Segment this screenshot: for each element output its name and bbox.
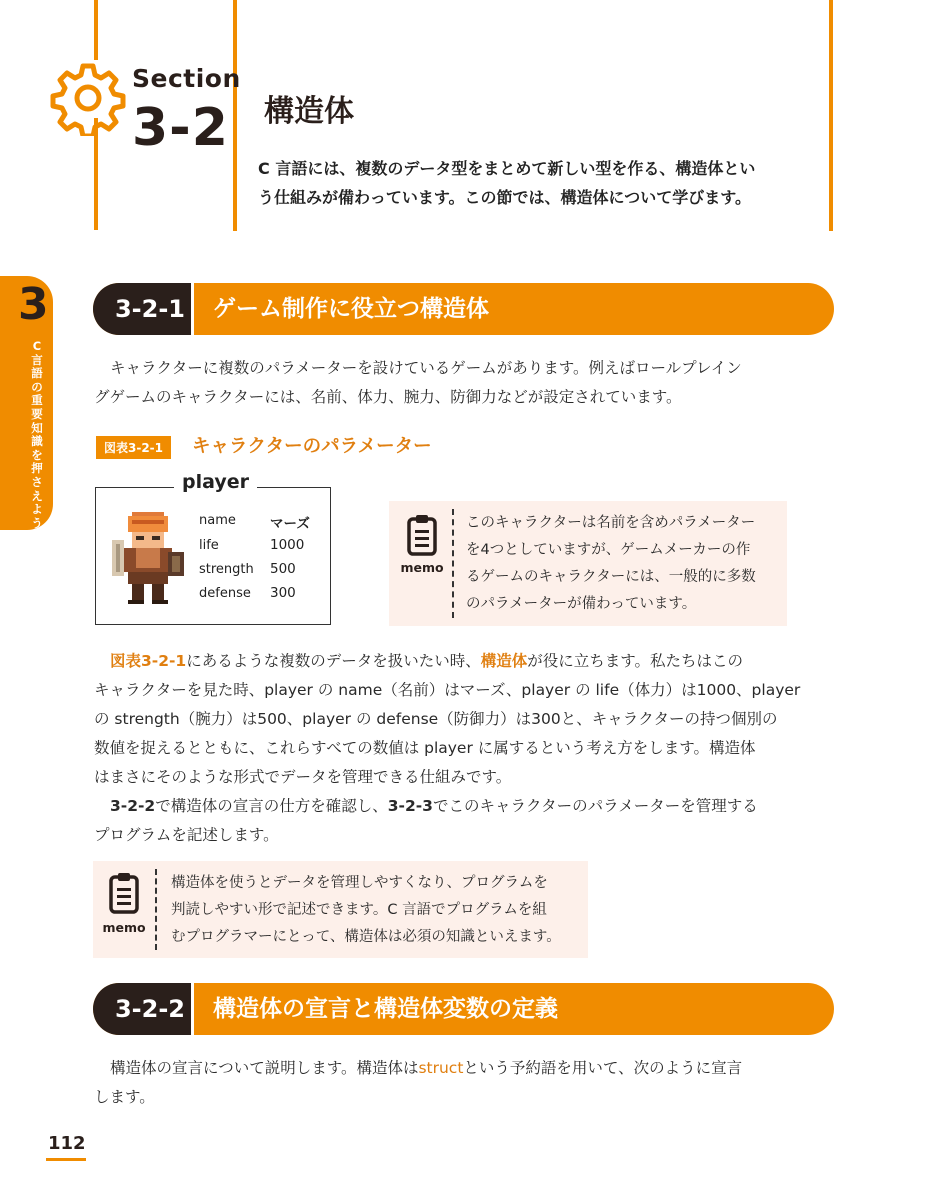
section-heading-3-2-2 bbox=[93, 983, 834, 1035]
text-span: で構造体の宣言の仕方を確認し、 bbox=[155, 797, 388, 815]
param-key: life bbox=[199, 538, 219, 553]
paragraph-2 bbox=[94, 647, 824, 792]
memo-line: 判読しやすい形で記述できます。C 言語でプログラムを組 bbox=[171, 902, 547, 918]
intro-line: う仕組みが備わっています。この節では、構造体について学びます。 bbox=[258, 188, 751, 207]
memo-line: るゲームのキャラクターには、一般的に多数 bbox=[466, 569, 756, 585]
param-key: strength bbox=[199, 562, 254, 577]
chapter-title-vertical: C言語の重要知識を押さえよう bbox=[31, 339, 43, 530]
section-word: Section bbox=[132, 64, 241, 93]
figure-title: キャラクターのパラメーター bbox=[192, 436, 432, 457]
memo-text bbox=[171, 870, 583, 951]
intro-text bbox=[258, 154, 806, 212]
section-number: 3-2 bbox=[132, 98, 229, 158]
paragraph-line: プログラムを記述します。 bbox=[94, 826, 279, 844]
param-value: マーズ bbox=[270, 516, 310, 532]
memo-divider bbox=[452, 509, 454, 618]
section-heading-number: 3-2-1 bbox=[93, 283, 191, 335]
text-span: 構造体の宣言について説明します。構造体は bbox=[110, 1059, 419, 1077]
heading-separator bbox=[191, 283, 194, 335]
param-key: defense bbox=[199, 586, 251, 601]
chapter-number: 3 bbox=[18, 279, 49, 330]
page-number-underline bbox=[46, 1158, 86, 1161]
section-heading-number: 3-2-2 bbox=[93, 983, 191, 1035]
paragraph-line: はまさにそのような形式でデータを管理できる仕組みです。 bbox=[94, 768, 512, 786]
paragraph-line: グゲームのキャラクターには、名前、体力、腕力、防御力などが設定されています。 bbox=[94, 388, 682, 406]
paragraph-line bbox=[94, 1054, 824, 1083]
heading-separator bbox=[191, 983, 194, 1035]
memo-label: memo bbox=[400, 560, 444, 575]
text-span: が役に立ちます。私たちはこの bbox=[527, 652, 744, 670]
clipboard-icon bbox=[406, 513, 438, 557]
memo-label: memo bbox=[102, 920, 146, 935]
paragraph-1 bbox=[94, 354, 814, 412]
memo-box bbox=[93, 861, 588, 958]
memo-line: を4つとしていますが、ゲームメーカーの作 bbox=[466, 542, 751, 558]
keyword-highlight: 構造体 bbox=[480, 652, 528, 670]
paragraph-line: キャラクターに複数のパラメーターを設けているゲームがあります。例えばロールプレイン bbox=[110, 359, 742, 377]
paragraph-line: します。 bbox=[94, 1088, 155, 1106]
text-span: という予約語を用いて、次のように宣言 bbox=[463, 1059, 743, 1077]
text-span: にあるような複数のデータを扱いたい時、 bbox=[186, 652, 481, 670]
frame-line-mid bbox=[233, 0, 237, 231]
paragraph-line bbox=[94, 647, 824, 676]
param-key: name bbox=[199, 513, 236, 528]
memo-box bbox=[389, 501, 787, 626]
intro-line: C 言語には、複数のデータ型をまとめて新しい型を作る、構造体とい bbox=[258, 159, 756, 178]
memo-line: 構造体を使うとデータを管理しやすくなり、プログラムを bbox=[171, 875, 548, 891]
page-number: 112 bbox=[48, 1133, 86, 1154]
character-sprite-image bbox=[108, 508, 188, 608]
frame-line-left bbox=[94, 0, 98, 60]
section-reference: 3-2-2 bbox=[110, 797, 156, 815]
paragraph-4 bbox=[94, 1054, 824, 1112]
memo-line: むプログラマーにとって、構造体は必須の知識といえます。 bbox=[171, 929, 561, 945]
paragraph-3 bbox=[94, 792, 824, 850]
figure-reference: 図表3-2-1 bbox=[110, 652, 187, 670]
keyword-highlight: struct bbox=[418, 1059, 464, 1077]
figure-tag: 図表3-2-1 bbox=[96, 436, 171, 459]
paragraph-line: の strength（腕力）は500、player の defense（防御力）は300と、キャラクターの持つ個別の bbox=[94, 710, 778, 728]
gear-icon bbox=[50, 60, 126, 136]
player-label: player bbox=[174, 471, 257, 493]
memo-divider bbox=[155, 869, 157, 950]
param-value: 500 bbox=[270, 561, 296, 577]
memo-text bbox=[466, 510, 782, 618]
paragraph-line: キャラクターを見た時、player の name（名前）はマーズ、player の life（体力）は1000、player bbox=[94, 681, 801, 699]
clipboard-icon bbox=[108, 871, 140, 915]
memo-line: のパラメーターが備わっています。 bbox=[466, 596, 697, 612]
paragraph-line: 数値を捉えるとともに、これらすべての数値は player に属するという考え方をします。構造体 bbox=[94, 739, 756, 757]
param-value: 1000 bbox=[270, 537, 305, 553]
memo-line: このキャラクターは名前を含めパラメーター bbox=[466, 515, 756, 531]
section-heading-title: ゲーム制作に役立つ構造体 bbox=[213, 296, 489, 322]
paragraph-line bbox=[94, 792, 824, 821]
section-reference: 3-2-3 bbox=[387, 797, 433, 815]
frame-line-right bbox=[829, 0, 833, 231]
param-value: 300 bbox=[270, 585, 296, 601]
section-heading-title: 構造体の宣言と構造体変数の定義 bbox=[213, 996, 558, 1022]
section-heading-3-2-1 bbox=[93, 283, 834, 335]
page-title: 構造体 bbox=[264, 94, 354, 129]
text-span: でこのキャラクターのパラメーターを管理する bbox=[432, 797, 758, 815]
